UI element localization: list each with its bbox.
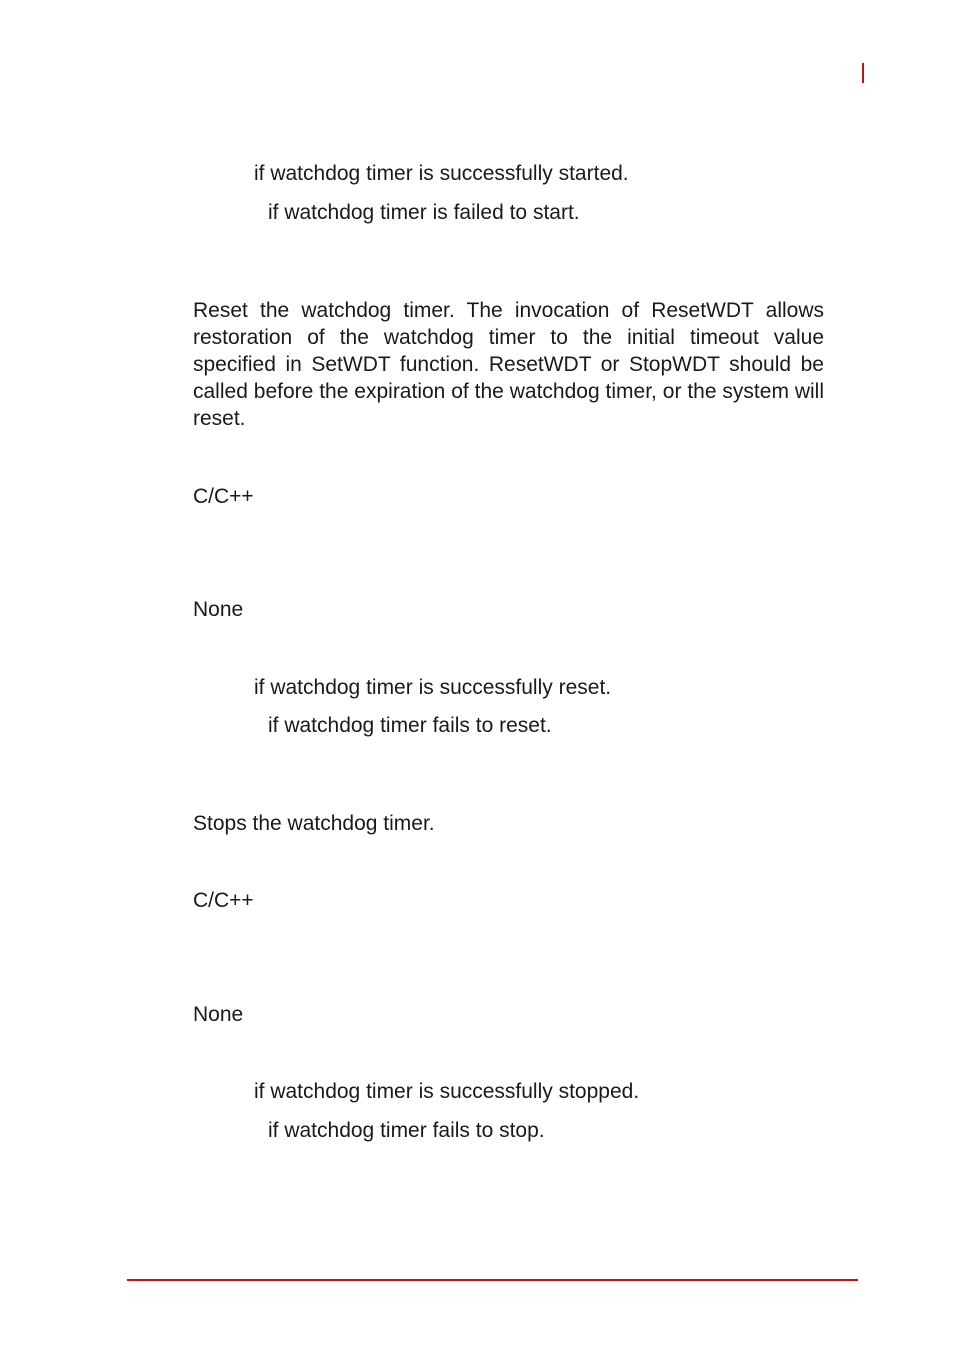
reset-parameters: None <box>193 598 244 621</box>
stop-return-failure: if watchdog timer fails to stop. <box>268 1119 545 1142</box>
footer-rule <box>127 1279 858 1281</box>
stop-return-success: if watchdog timer is successfully stopped. <box>254 1080 640 1103</box>
stop-syntax-language: C/C++ <box>193 889 254 912</box>
header-accent-mark <box>862 63 864 83</box>
stop-description: Stops the watchdog timer. <box>193 812 435 835</box>
stop-parameters: None <box>193 1003 244 1026</box>
reset-syntax-language: C/C++ <box>193 485 254 508</box>
reset-return-failure: if watchdog timer fails to reset. <box>268 714 552 737</box>
reset-description: Reset the watchdog timer. The invocation of ResetWDT allows restoration of the watchdog timer to the initial timeout value specified in SetWDT function. ResetWDT or StopWDT should be called before the expiration of the watchdog timer, or the system will reset. <box>193 299 824 430</box>
start-return-success: if watchdog timer is successfully started. <box>254 162 629 185</box>
reset-return-success: if watchdog timer is successfully reset. <box>254 676 612 699</box>
start-return-failure: if watchdog timer is failed to start. <box>268 201 580 224</box>
